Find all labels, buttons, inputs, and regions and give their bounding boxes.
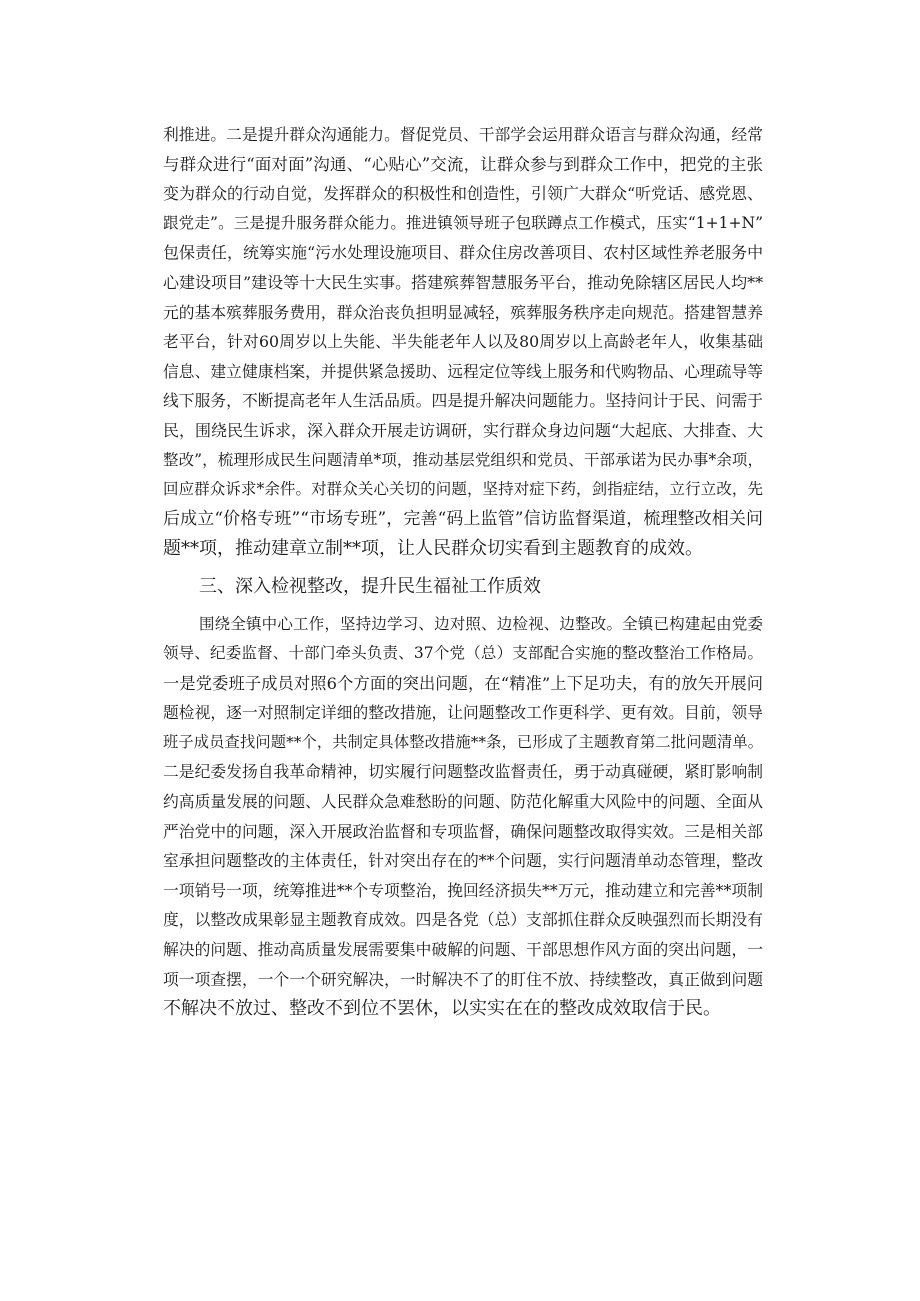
text-line: 整改”，梳理形成民生问题清单*项，推动基层党组织和党员、干部承诺为民办事*余项， bbox=[163, 450, 763, 469]
spacer bbox=[163, 564, 763, 572]
text-line: 利推进。二是提升群众沟通能力。督促党员、干部学会运用群众语言与群众沟通，经常 bbox=[163, 125, 763, 144]
text-line: 解决的问题、推动高质量发展需要集中破解的问题、干部思想作风方面的突出问题，一 bbox=[163, 940, 763, 960]
text-line: 围绕全镇中心工作，坚持边学习、边对照、边检视、边整改。全镇已构建起由党委 bbox=[199, 614, 763, 633]
text-line: 信息、建立健康档案，并提供紧急援助、远程定位等线上服务和代购物品、心理疏导等 bbox=[163, 361, 763, 381]
text-line: 题**项，推动建章立制**项，让人民群众切实看到主题教育的成效。 bbox=[163, 538, 703, 560]
text-line: 一项销号一项，统筹推进**个专项整治，挽回经济损失**万元，推动建立和完善**项制 bbox=[163, 880, 763, 900]
text-line: 民，围绕民生诉求，深入群众开展走访调研，实行群众身边问题“大起底、大排查、大 bbox=[163, 420, 764, 440]
text-line: 班子成员查找问题**个，共制定具体整改措施**条，已形成了主题教育第二批问题清单。 bbox=[163, 732, 763, 751]
section-heading: 三、深入检视整改，提升民生福祉工作质效 bbox=[199, 575, 541, 597]
text-line: 约高质量发展的问题、人民群众急难愁盼的问题、防范化解重大风险中的问题、全面从 bbox=[163, 792, 763, 812]
text-line: 二是纪委发扬自我革命精神，切实履行问题整改监督责任，勇于动真碰硬，紧盯影响制 bbox=[163, 762, 763, 782]
text-line: 老平台，针对60周岁以上失能、半失能老年人以及80周岁以上高龄老年人，收集基础 bbox=[163, 332, 763, 352]
spacer bbox=[163, 602, 763, 610]
paragraph-1 bbox=[163, 120, 763, 564]
text-line: 严治党中的问题，深入开展政治监督和专项监督，确保问题整改取得实效。三是相关部 bbox=[163, 821, 763, 841]
text-line: 一是党委班子成员对照6个方面的突出问题，在“精准”上下足功夫，有的放矢开展问 bbox=[163, 673, 763, 693]
text-line: 项一项查摆，一个一个研究解决，一时解决不了的盯住不放、持续整改，真正做到问题 bbox=[163, 969, 763, 989]
text-line: 题检视，逐一对照制定详细的整改措施，让问题整改工作更科学、更有效。目前，领导 bbox=[163, 703, 763, 723]
text-line: 回应群众诉求*余件。对群众关心关切的问题，坚持对症下药，剑指症结，立行立改，先 bbox=[163, 480, 763, 499]
text-line: 跟党走”。三是提升服务群众能力。推进镇领导班子包联蹲点工作模式，压实“1+1+N” bbox=[163, 213, 763, 232]
text-line: 不解决不放过、整改不到位不罢休，以实实在在的整改成效取信于民。 bbox=[163, 998, 721, 1020]
text-line: 包保责任，统筹实施“污水处理设施项目、群众住房改善项目、农村区域性养老服务中 bbox=[163, 243, 764, 263]
text-line: 室承担问题整改的主体责任，针对突出存在的**个问题，实行问题清单动态管理，整改 bbox=[163, 851, 763, 871]
text-line: 线下服务，不断提高老年人生活品质。四是提升解决问题能力。坚持问计于民、问需于 bbox=[163, 391, 763, 411]
text-line: 与群众进行“面对面”沟通、“心贴心”交流，让群众参与到群众工作中，把党的主张 bbox=[163, 154, 763, 174]
text-line: 领导、纪委监督、十部门牵头负责、37个党（总）支部配合实施的整改整治工作格局。 bbox=[163, 644, 763, 663]
text-line: 后成立“价格专班”“市场专班”，完善“码上监管”信访监督渠道，梳理整改相关问 bbox=[163, 508, 763, 529]
text-line: 心建设项目”建设等十大民生实事。搭建殡葬智慧服务平台，推动免除辖区居民人均** bbox=[163, 272, 764, 292]
text-line: 度，以整改成果彰显主题教育成效。四是各党（总）支部抓住群众反映强烈而长期没有 bbox=[163, 910, 763, 930]
document-page bbox=[163, 120, 763, 1024]
text-line: 元的基本殡葬服务费用，群众治丧负担明显减轻，殡葬服务秩序走向规范。搭建智慧养 bbox=[163, 302, 763, 322]
text-line: 变为群众的行动自觉，发挥群众的积极性和创造性，引领广大群众“听党话、感党恩、 bbox=[163, 184, 764, 204]
paragraph-2 bbox=[163, 610, 763, 1024]
